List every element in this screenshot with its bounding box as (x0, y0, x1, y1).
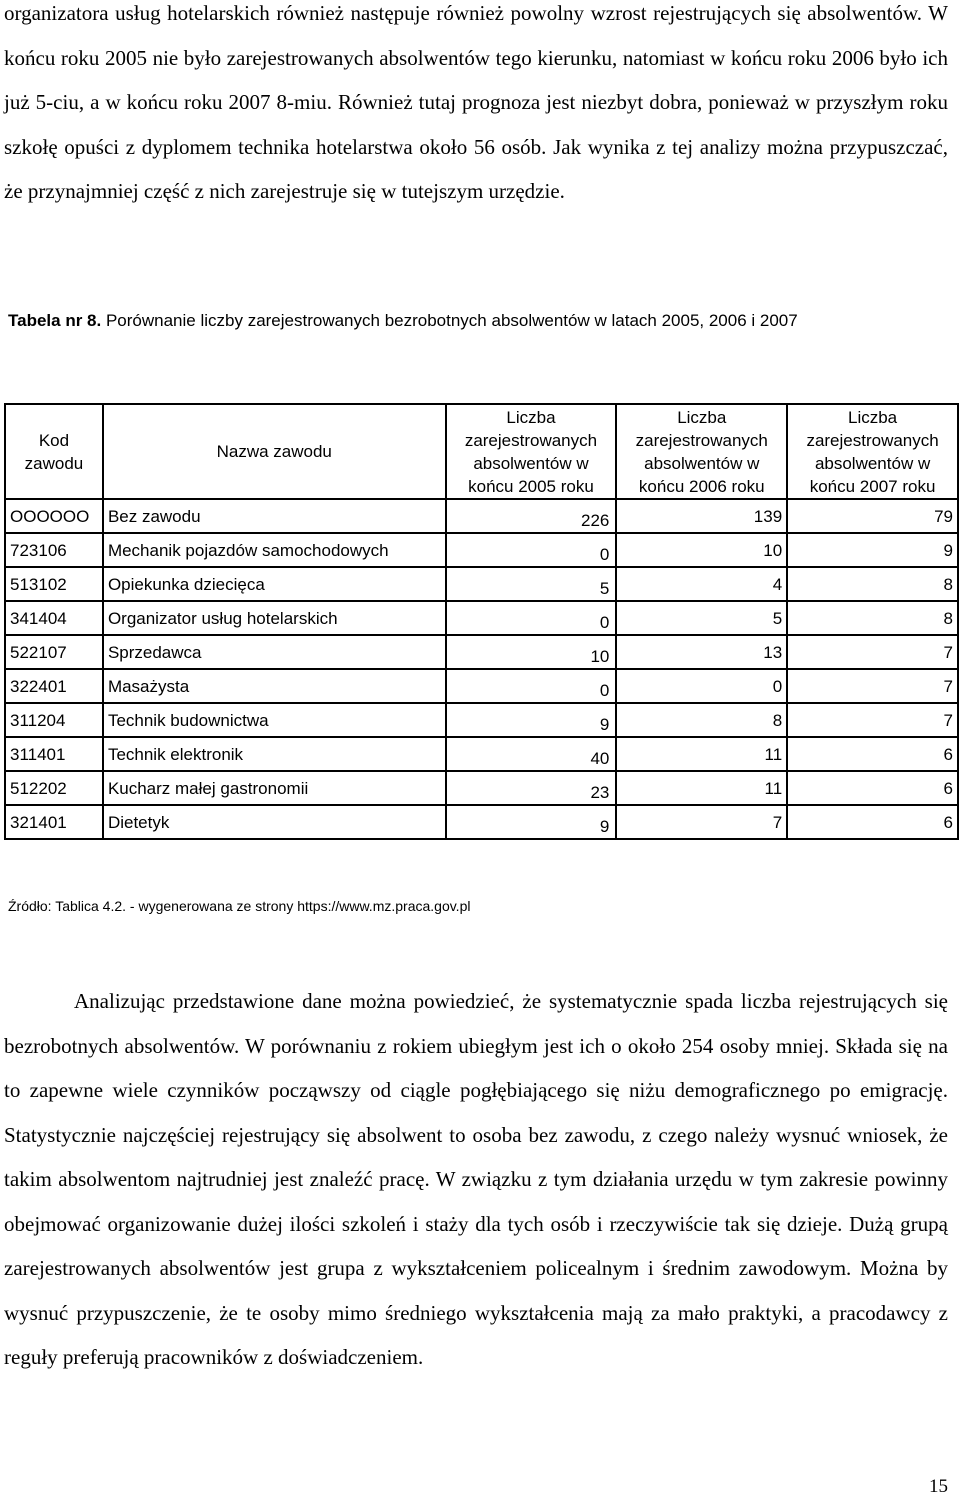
cell-2006: 0 (616, 669, 787, 703)
header-2006: Liczba zarejestrowanych absolwentów w końcu 2006 roku (616, 404, 787, 499)
cell-name: Mechanik pojazdów samochodowych (103, 533, 446, 567)
cell-2005: 9 (446, 703, 617, 737)
table-row (5, 737, 958, 771)
table-row (5, 601, 958, 635)
cell-code: 522107 (5, 635, 103, 669)
cell-2005: 0 (446, 601, 617, 635)
cell-2006: 11 (616, 737, 787, 771)
cell-code: 311204 (5, 703, 103, 737)
cell-2005: 5 (446, 567, 617, 601)
cell-2007: 6 (787, 771, 958, 805)
table-row (5, 499, 958, 533)
cell-2006: 5 (616, 601, 787, 635)
cell-2007: 8 (787, 567, 958, 601)
header-2007: Liczba zarejestrowanych absolwentów w końcu 2007 roku (787, 404, 958, 499)
cell-2007: 9 (787, 533, 958, 567)
cell-2007: 7 (787, 635, 958, 669)
table-row (5, 567, 958, 601)
cell-2006: 8 (616, 703, 787, 737)
cell-2006: 7 (616, 805, 787, 839)
cell-2007: 6 (787, 805, 958, 839)
cell-code: 322401 (5, 669, 103, 703)
cell-name: Dietetyk (103, 805, 446, 839)
table-row (5, 703, 958, 737)
cell-2006: 13 (616, 635, 787, 669)
absolwenci-table (4, 403, 959, 840)
cell-2007: 7 (787, 669, 958, 703)
cell-2005: 10 (446, 635, 617, 669)
cell-name: Masażysta (103, 669, 446, 703)
cell-2005: 9 (446, 805, 617, 839)
cell-2007: 7 (787, 703, 958, 737)
cell-2005: 0 (446, 533, 617, 567)
cell-code: OOOOOO (5, 499, 103, 533)
table-caption-label: Tabela nr 8. (8, 311, 102, 330)
cell-code: 311401 (5, 737, 103, 771)
cell-name: Organizator usług hotelarskich (103, 601, 446, 635)
cell-2005: 23 (446, 771, 617, 805)
intro-paragraph: organizatora usług hotelarskich również następuje również powolny wzrost rejestrujących się absolwentów. W końcu roku 2005 nie było zarejestrowanych absolwentów tego kierunku, natomiast w końcu roku 2006 było ich już 5-ciu, a w końcu roku 2007 8-miu. Również tutaj prognoza jest niezbyt dobra, ponieważ w przyszłym roku szkołę opuści z dyplomem technika hotelarstwa około 56 osób. Jak wynika z tej analizy można przypuszczać, że przynajmniej część z nich zarejestruje się w tutejszym urzędzie. (4, 1, 948, 203)
cell-name: Kucharz małej gastronomii (103, 771, 446, 805)
cell-2006: 10 (616, 533, 787, 567)
table-row (5, 805, 958, 839)
table-row (5, 533, 958, 567)
cell-name: Bez zawodu (103, 499, 446, 533)
cell-name: Sprzedawca (103, 635, 446, 669)
cell-2007: 79 (787, 499, 958, 533)
cell-2005: 0 (446, 669, 617, 703)
table-caption (8, 308, 938, 334)
table-header-row (5, 404, 958, 499)
cell-name: Opiekunka dziecięca (103, 567, 446, 601)
cell-code: 723106 (5, 533, 103, 567)
cell-2007: 6 (787, 737, 958, 771)
analysis-paragraph (4, 979, 948, 1380)
header-name: Nazwa zawodu (103, 404, 446, 499)
cell-2007: 8 (787, 601, 958, 635)
table-caption-text: Porównanie liczby zarejestrowanych bezrobotnych absolwentów w latach 2005, 2006 i 2007 (105, 311, 798, 330)
cell-code: 321401 (5, 805, 103, 839)
cell-code: 513102 (5, 567, 103, 601)
table-row (5, 771, 958, 805)
header-2005: Liczba zarejestrowanych absolwentów w końcu 2005 roku (446, 404, 617, 499)
cell-name: Technik elektronik (103, 737, 446, 771)
cell-2006: 4 (616, 567, 787, 601)
cell-2005: 40 (446, 737, 617, 771)
header-code: Kod zawodu (5, 404, 103, 499)
source-note: Źródło: Tablica 4.2. - wygenerowana ze strony https://www.mz.praca.gov.pl (8, 898, 471, 914)
cell-2006: 139 (616, 499, 787, 533)
analysis-text: Analizując przedstawione dane można powiedzieć, że systematycznie spada liczba rejestrujących się bezrobotnych absolwentów. W porównaniu z rokiem ubiegłym jest ich o około 254 osoby mniej. Składa się na to zapewne wiele czynników począwszy od ciągle pogłębiającego się niżu demograficznego po emigrację. Statystycznie najczęściej rejestrujący się absolwent to osoba bez zawodu, z czego należy wysnuć wniosek, że takim absolwentom najtrudniej jest znaleźć pracę. W związku z tym działania urzędu w tym zakresie powinny obejmować organizowanie dużej ilości szkoleń i staży dla tych osób i rzeczywiście tak się dzieje. Dużą grupą zarejestrowanych absolwentów jest grupa z wykształceniem policealnym i średnim zawodowym. Można by wysnuć przypuszczenie, że te osoby mimo średniego wykształcenia mają za mało praktyki, a pracodawcy z reguły preferują pracowników z doświadczeniem. (4, 989, 948, 1369)
cell-code: 341404 (5, 601, 103, 635)
cell-2005: 226 (446, 499, 617, 533)
cell-2006: 11 (616, 771, 787, 805)
cell-code: 512202 (5, 771, 103, 805)
table-row (5, 669, 958, 703)
page-number: 15 (929, 1476, 948, 1497)
table-row (5, 635, 958, 669)
cell-name: Technik budownictwa (103, 703, 446, 737)
